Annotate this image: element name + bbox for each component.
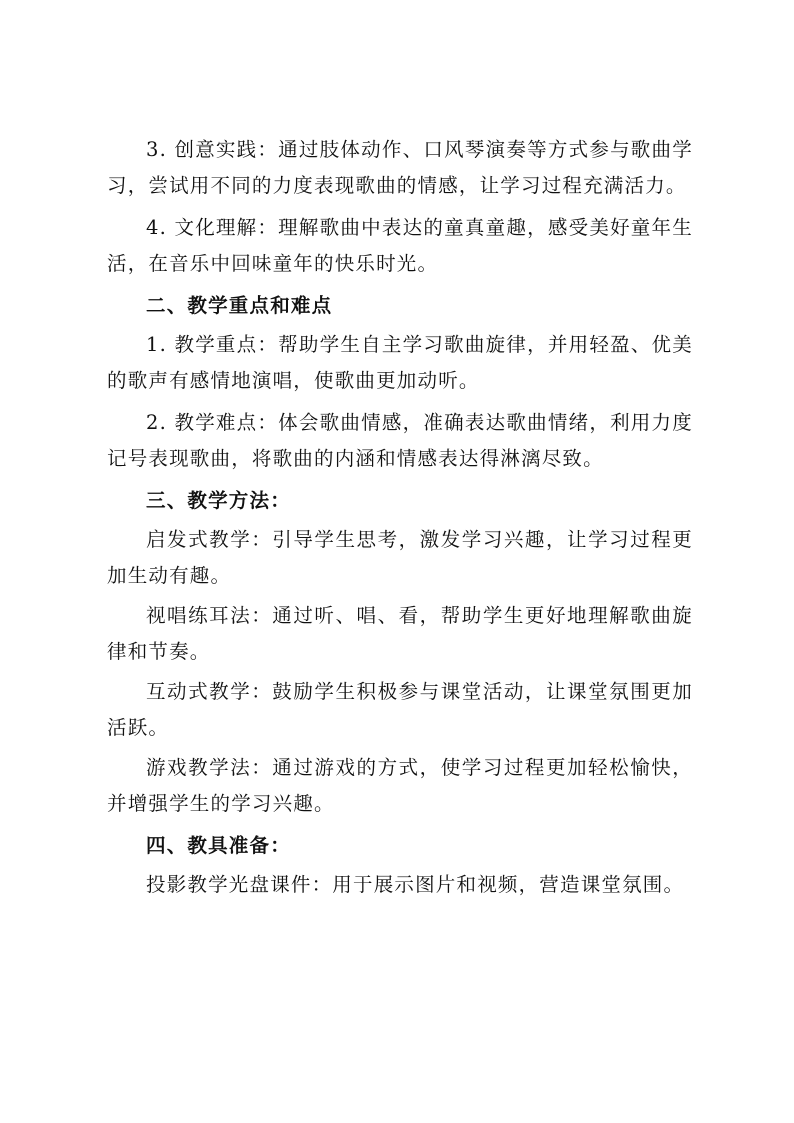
section-heading-teaching-aids: 四、教具准备： (146, 834, 291, 857)
paragraph-method-game: 游戏教学法：通过游戏的方式，使学习过程更加轻松愉快，并增强学生的学习兴趣。 (107, 756, 693, 815)
paragraph-cultural-understanding: 4. 文化理解：理解歌曲中表达的童真童趣，感受美好童年生活，在音乐中回味童年的快乐时光。 (107, 216, 693, 275)
document-page (107, 132, 693, 909)
paragraph-method-heuristic: 启发式教学：引导学生思考，激发学习兴趣，让学习过程更加生动有趣。 (107, 528, 693, 587)
paragraph-creative-practice: 3. 创意实践：通过肢体动作、口风琴演奏等方式参与歌曲学习，尝试用不同的力度表现歌曲的情感，让学习过程充满活力。 (107, 138, 693, 197)
paragraph-method-interactive: 互动式教学：鼓励学生积极参与课堂活动，让课堂氛围更加活跃。 (107, 680, 693, 739)
paragraph-method-ear-training: 视唱练耳法：通过听、唱、看，帮助学生更好地理解歌曲旋律和节奏。 (107, 604, 693, 663)
section-heading-teaching-methods: 三、教学方法： (146, 489, 291, 512)
paragraph-aid-projection: 投影教学光盘课件：用于展示图片和视频，营造课堂氛围。 (146, 873, 685, 896)
section-heading-key-points: 二、教学重点和难点 (146, 294, 333, 317)
paragraph-difficult-point: 2. 教学难点：体会歌曲情感，准确表达歌曲情绪，利用力度记号表现歌曲，将歌曲的内涵和情感表达得淋漓尽致。 (107, 411, 693, 470)
paragraph-key-point: 1. 教学重点：帮助学生自主学习歌曲旋律，并用轻盈、优美的歌声有感情地演唱，使歌曲更加动听。 (107, 333, 693, 392)
